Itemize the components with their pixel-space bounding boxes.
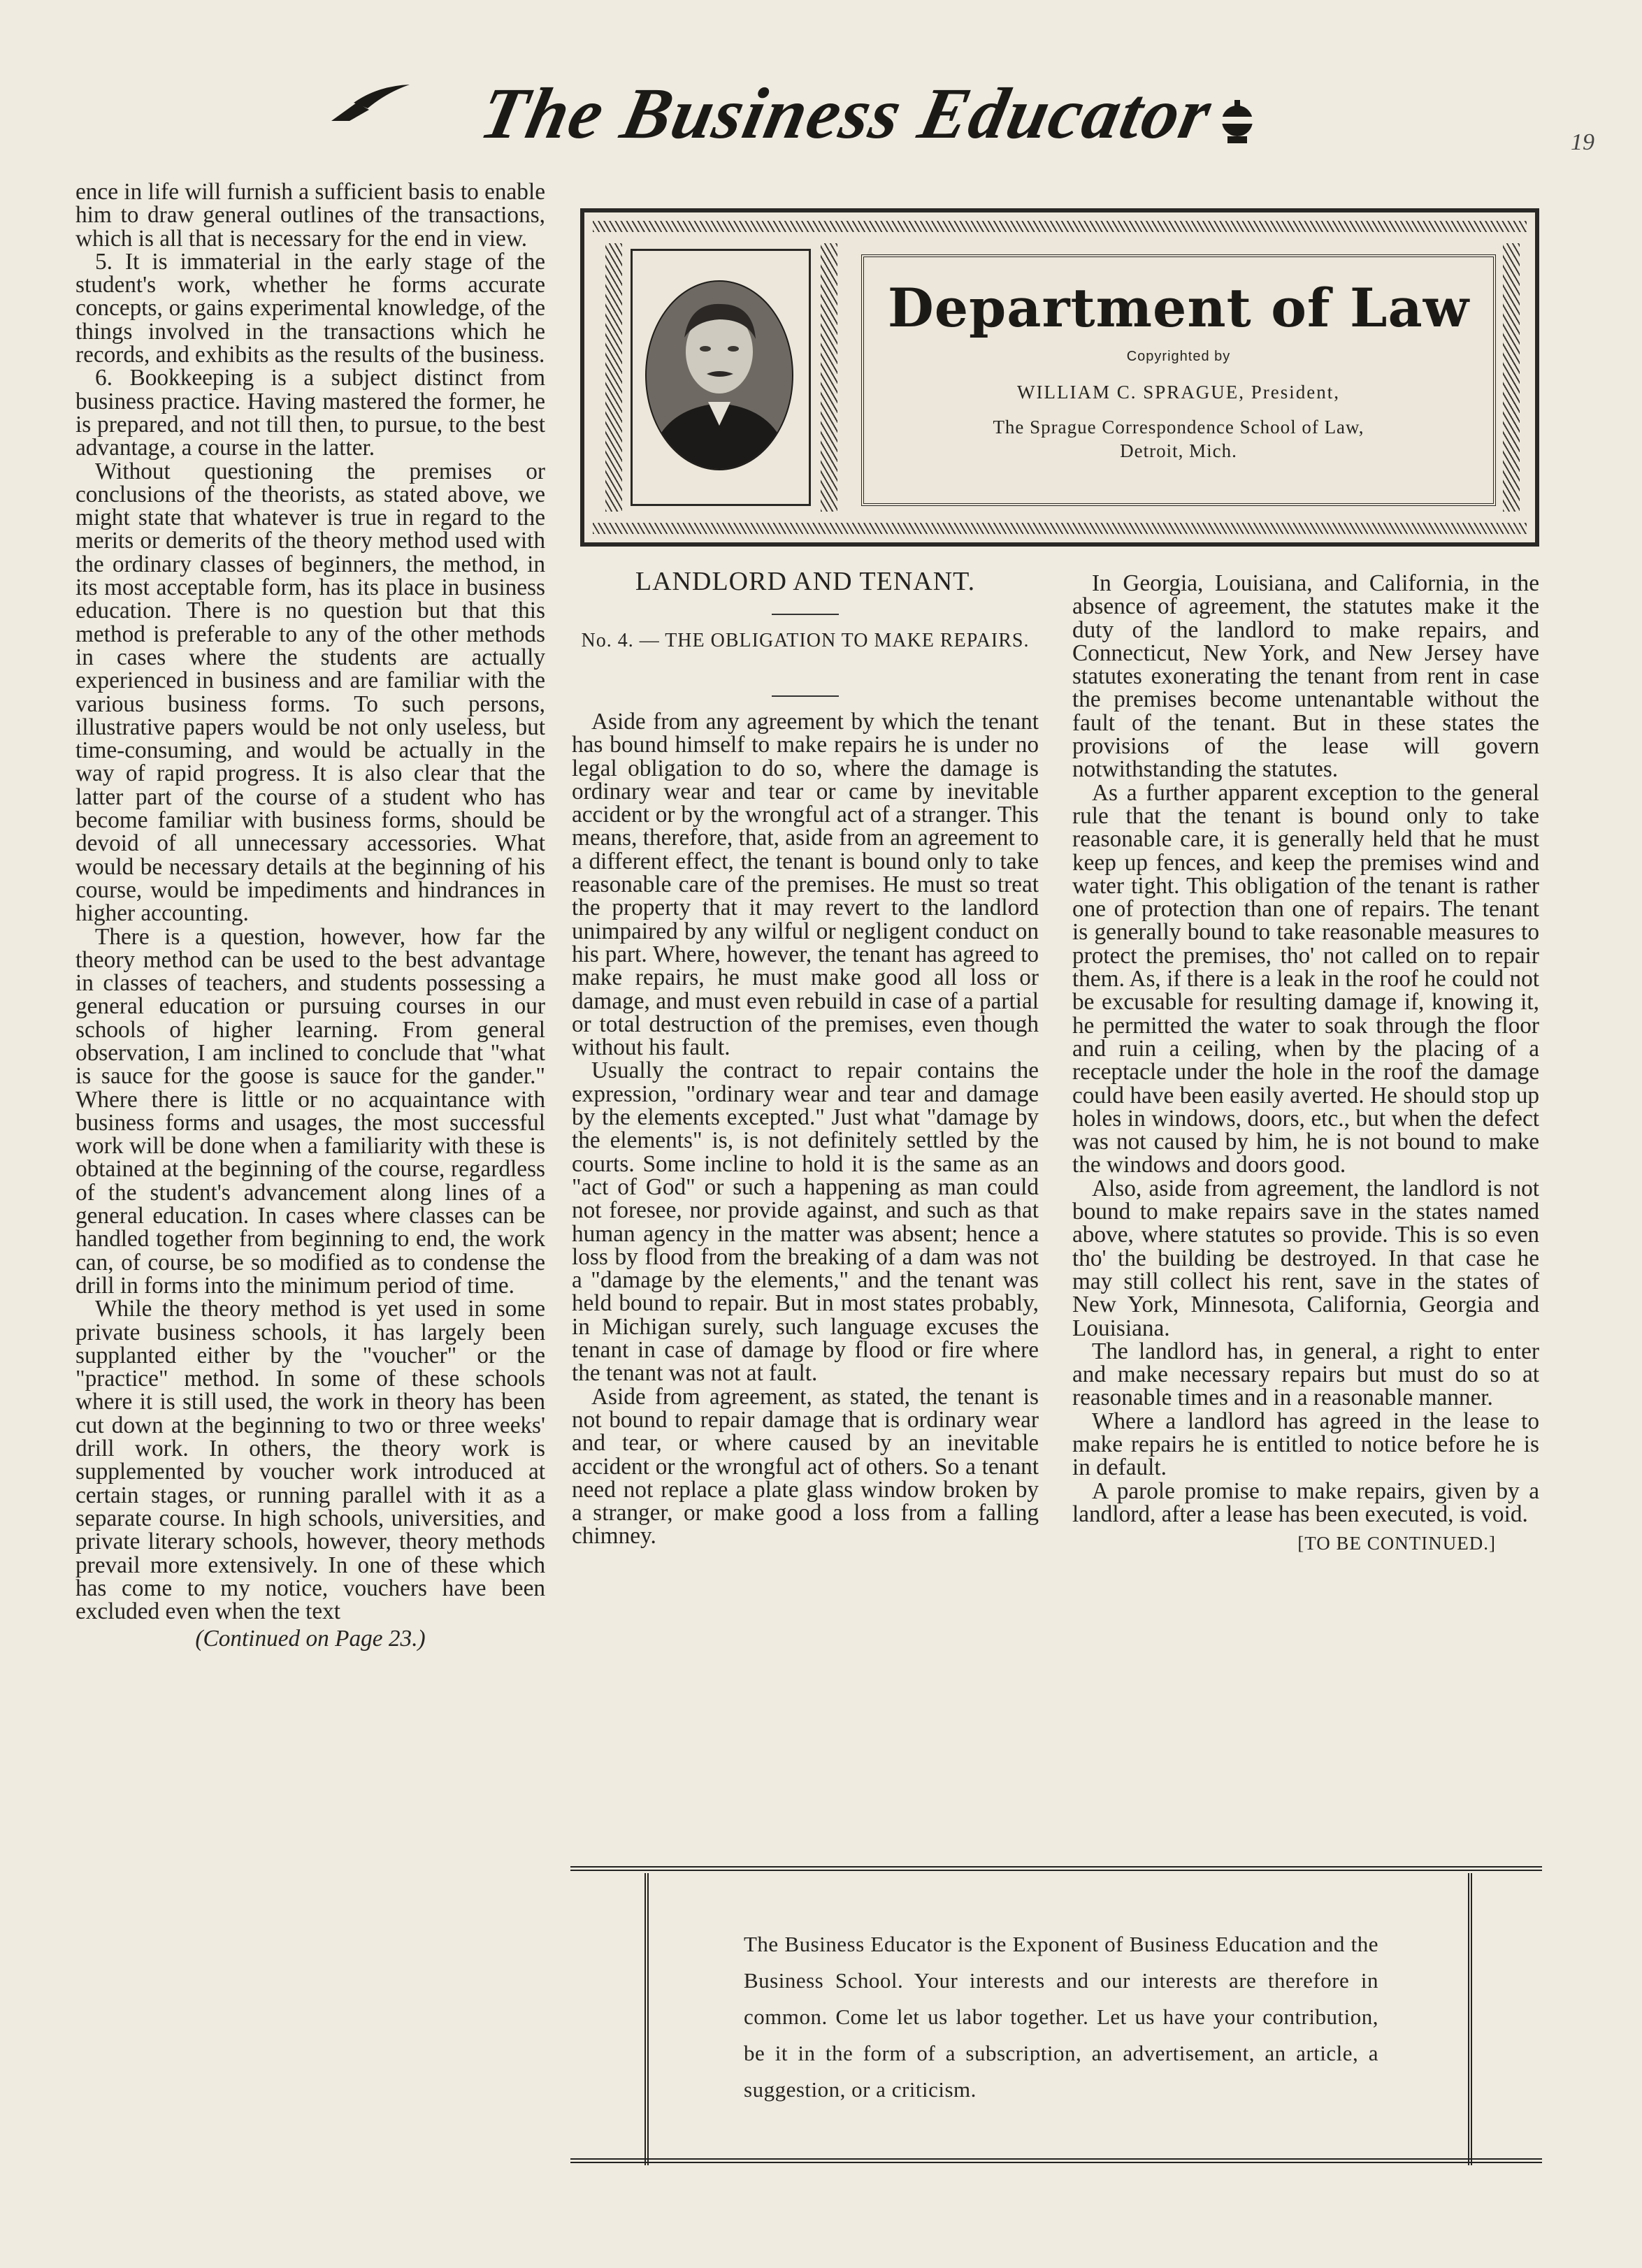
portrait-photo	[641, 279, 798, 472]
right-column	[1072, 572, 1539, 1553]
masthead	[0, 66, 1642, 171]
paragraph: As a further apparent exception to the general rule that the tenant is bound only to take reasonable care, it is generally held that he must keep up fences, and keep the premises wind and water tight. This obligation of the tenant is rather one of protection than one of repairs. The tenant is generally bound to take reasonable measures to protect the premises, tho' not called on to repair them. As, if there is a leak in the roof he could not be excusable for resulting damage if, knowing it, he permitted the water to soak through the floor and ruin a ceiling, when by the placing of a receptacle under the hole in the roof the damage could have been easily averted. He should stop up holes in windows, doors, etc., but when the defect was not caused by him, he is not bound to make the windows and doors good.	[1072, 779, 1539, 1178]
paragraph: There is a question, however, how far the theory method can be used to the best advantage in classes of teachers, and students possessing a general education or pursuing courses in our schools of higher learning. From general observation, I am inclined to conclude that "what is sauce for the goose is sauce for the gander." Where there is little or no acquaintance with business forms and usages, the most successful work will be done when a familiarity with these is obtained at the beginning of the course, regardless of the student's advancement along lines of a general education. In cases where classes can be handled together from beginning to end, the work can, of course, be so modified as to condense the drill in forms into the minimum period of time.	[75, 923, 545, 1299]
paragraph: Usually the contract to repair contains the expression, "ordinary wear and tear and damage by the elements excepted." Just what "damage by the elements" is, is not definitely settled by the courts. Some incline to hold it is the same as an "act of God" or such a happening as man could not foresee, nor provide against, and such as that human agency in the matter was absent; hence a loss by flood from the breaking of a dam was not a "damage by the elements," and the tenant was held bound to repair. But in most states probably, in Michigan surely, such language excuses the tenant in case of damage by flood or fire where the tenant was not at fault.	[572, 1057, 1039, 1387]
department-title: Department of Law	[887, 277, 1470, 339]
double-rule-top	[570, 1866, 1542, 1871]
paragraph: Without questioning the premises or conclusions of the theorists, as stated above, we might state that whatever is true in regard to the merits or demerits of the theory method used with the ordinary classes of beginners, the method, in its most acceptable form, has its place in business education. There is no question but that this method is preferable to any of the other methods in cases where the students are actually experienced in business and are familiar with the various business forms. To such persons, illustrative papers would be not only useless, but time-consuming, and would be actually in the way of rapid progress. It is also clear that the latter part of the course of a student who has become familiar with business forms, should be devoid of all unnecessary accessories. What would be necessary details at the beginning of his course, would be impediments and hindrances in higher accounting.	[75, 458, 545, 927]
page-number: 19	[1571, 129, 1594, 155]
divider	[772, 695, 839, 697]
paragraph: ence in life will furnish a sufficient basis to enable him to draw general outlines of the transactions, which is all that is necessary for the end in view.	[75, 179, 545, 252]
school-city: Detroit, Mich.	[1120, 440, 1237, 461]
paragraph: A parole promise to make repairs, given by a landlord, after a lease has been executed, is void.	[1072, 1478, 1539, 1527]
continued-note: (Continued on Page 23.)	[195, 1626, 426, 1652]
paragraph: While the theory method is yet used in some private business schools, it has largely been supplanted either by the "voucher" or the "practice" method. In some of these schools where it is still used, the work in theory has been cut down at the beginning to two or three weeks' drill work. In others, the theory work is supplemented by voucher work introduced at certain stages, or running parallel with it as a separate course. In high schools, universities, and private literary schools, however, theory methods prevail more extensively. In one of these which has come to my notice, vouchers have been excluded even when the text	[75, 1296, 545, 1625]
hatched-border	[821, 243, 837, 512]
hatched-border	[593, 523, 1527, 534]
masthead-title: The Business Educator	[473, 73, 1220, 154]
hatched-border	[605, 243, 622, 512]
promo-text: The Business Educator is the Exponent of Business Education and the Business School. Your interests and our interests are therefore in common. Come let us labor together. Let us have your contribution, be it in the form of a subscription, an advertisement, an article, a suggestion, or a criticism.	[744, 1932, 1378, 2102]
middle-column	[572, 710, 1039, 1548]
copyright-line: Copyrighted by	[1126, 349, 1231, 364]
article-subtitle: No. 4. — THE OBLIGATION TO MAKE REPAIRS.	[581, 630, 1030, 651]
hatched-border	[593, 221, 1527, 232]
department-of-law-banner	[580, 208, 1539, 547]
paragraph: Also, aside from agreement, the landlord is not bound to make repairs save in the states named above, where statutes so provide. This is so even tho' the building be destroyed. In that case he may still collect his rent, save in the states of New York, Minnesota, California, Georgia and Louisiana.	[1072, 1175, 1539, 1341]
to-be-continued-note: [TO BE CONTINUED.]	[1297, 1533, 1496, 1554]
double-rule-bottom	[570, 2158, 1542, 2163]
paragraph: The landlord has, in general, a right to enter and make necessary repairs but must do so at reasonable times and in a reasonable manner.	[1072, 1338, 1539, 1411]
law-title-panel	[861, 254, 1496, 506]
paragraph: In Georgia, Louisiana, and California, in the absence of agreement, the statutes make it the duty of the landlord to make repairs, and Connecticut, New York, and New Jersey have statutes exonerating the tenant from rent in case the premises become untenantable without the fault of the tenant. But in these states the provisions of the lease will govern notwithstanding the statutes.	[1072, 570, 1539, 783]
paragraph: Aside from agreement, as stated, the tenant is not bound to repair damage that is ordinary wear and tear, or where caused by an inevitable accident or the wrongful act of others. So a tenant need not replace a plate glass window broken by a stranger, or make good a loss from a falling chimney.	[572, 1383, 1039, 1550]
paragraph: 5. It is immaterial in the early stage of the student's work, whether he forms accurate concepts, or gains experimental knowledge, of the things involved in the transactions which he records, and exhibits as the results of the business.	[75, 248, 545, 368]
hatched-border	[1503, 243, 1520, 512]
school-name: The Sprague Correspondence School of Law,	[993, 417, 1364, 438]
paragraph: 6. Bookkeeping is a subject distinct from business practice. Having mastered the former, he is prepared, and not till then, to pursue, to the best advantage, a course in the latter.	[75, 365, 545, 461]
president-line: WILLIAM C. SPRAGUE, President,	[1017, 382, 1340, 403]
paragraph: Aside from any agreement by which the tenant has bound himself to make repairs he is under no legal obligation to do so, where the damage is ordinary wear and tear or came by inevitable accident or by the wrongful act of a stranger. This means, therefore, that, aside from an agreement to a different effect, the tenant is bound only to take reasonable care of the premises. He must so treat the property that it may revert to the landlord unimpaired by any wilful or negligent conduct on his part. Where, however, the tenant has agreed to make repairs, he must make good all loss or damage, and must even rebuild in case of a partial or total destruction of the premises, even though without his fault.	[572, 709, 1039, 1061]
portrait-frame	[631, 249, 811, 506]
article-title: LANDLORD AND TENANT.	[635, 567, 976, 596]
paragraph: Where a landlord has agreed in the lease to make repairs he is entitled to notice before he is in default.	[1072, 1408, 1539, 1481]
promo-box	[644, 1873, 1472, 2165]
divider	[772, 614, 839, 615]
left-column	[75, 180, 545, 1651]
school-line	[864, 416, 1493, 463]
quill-ornament-icon	[329, 82, 412, 124]
lamp-ornament-icon	[1209, 96, 1265, 146]
